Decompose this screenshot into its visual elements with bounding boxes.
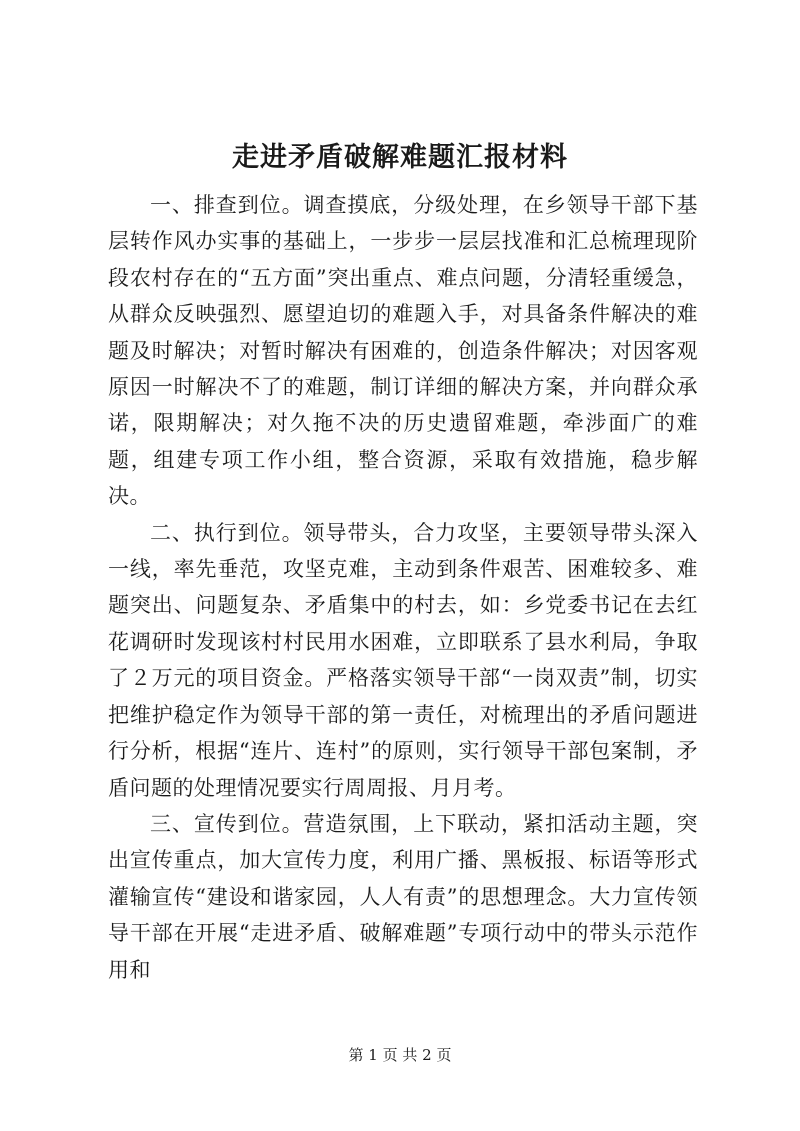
paragraph-execution: 二、执行到位。领导带头，合力攻坚，主要领导带头深入一线，率先垂范，攻坚克难，主动到条件艰苦、困难较多、难题突出、问题复杂、矛盾集中的村去，如：乡党委书记在去红花调研时发现该村村民用水困难，立即联系了县水利局，争取了２万元的项目资金。严格落实领导干部“一岗双责”制，切实把维护稳定作为领导干部的第一责任，对梳理出的矛盾问题进行分析，根据“连片、连村”的原则，实行领导干部包案制，矛盾问题的处理情况要实行周周报、月月考。 xyxy=(108,520,698,800)
page-footer: 第 1 页 共 2 页 xyxy=(348,1046,452,1064)
paragraph-publicity: 三、宣传到位。营造氛围，上下联动，紧扣活动主题，突出宣传重点，加大宣传力度，利用广播、黑板报、标语等形式灌输宣传“建设和谐家园，人人有责”的思想理念。大力宣传领导干部在开展“走进矛盾、破解难题”专项行动中的带头示范作用和 xyxy=(108,811,698,982)
paragraph-investigation: 一、排查到位。调查摸底，分级处理，在乡领导干部下基层转作风办实事的基础上，一步步一层层找准和汇总梳理现阶段农村存在的“五方面”突出重点、难点问题，分清轻重缓急，从群众反映强烈、愿望迫切的难题入手，对具备条件解决的难题及时解决；对暂时解决有困难的，创造条件解决；对因客观原因一时解决不了的难题，制订详细的解决方案，并向群众承诺，限期解决；对久拖不决的历史遗留难题，牵涉面广的难题，组建专项工作小组，整合资源，采取有效措施，稳步解决。 xyxy=(108,193,698,509)
document-body xyxy=(108,187,698,988)
document-title: 走进矛盾破解难题汇报材料 xyxy=(232,142,568,173)
